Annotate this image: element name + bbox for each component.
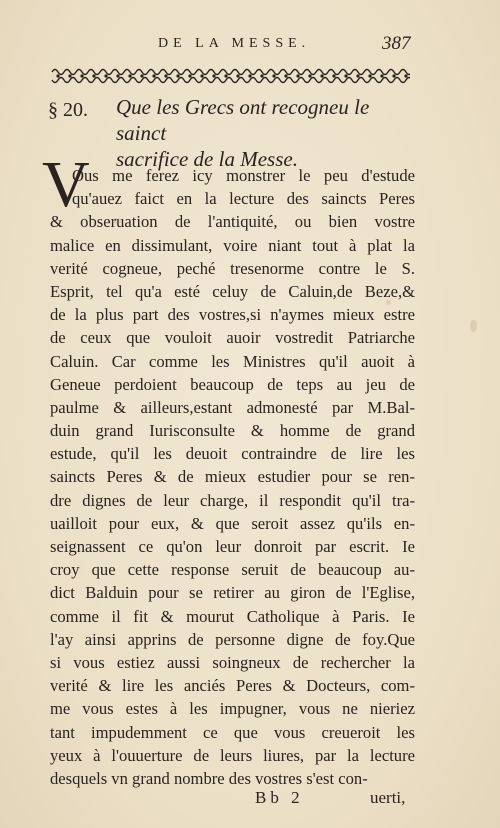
ornament-curl xyxy=(304,70,316,75)
text-line: croy que cette response seruit de beaucoup au- xyxy=(50,560,415,580)
ornament-curl xyxy=(124,70,136,75)
ornament-dot xyxy=(104,74,107,77)
ornament-dot xyxy=(392,74,395,77)
text-line: paulme & ailleurs,estant admonesté par M.Bal- xyxy=(50,397,415,417)
ornament-curl xyxy=(244,78,256,83)
ornamental-border xyxy=(48,66,410,86)
text-line: me vous estes à les impugner, vous ne nieriez xyxy=(50,699,415,719)
text-line: duin grand Iurisconsulte & homme de grand xyxy=(50,421,415,441)
ornament-curl xyxy=(52,78,64,83)
ornament-curl xyxy=(184,78,196,83)
ornament-curl xyxy=(400,70,410,75)
ornament-dot xyxy=(212,74,215,77)
section-title-line: sacrifice de la Messe. xyxy=(116,147,298,171)
text-line: dre dignes de leur charge, il respondit qu'il tra- xyxy=(50,490,415,510)
text-line: tant impudemment ce que vous creueroit les xyxy=(50,722,415,742)
text-line: desquels vn grand nombre des vostres s'est con- xyxy=(50,768,368,788)
text-line: Ous me ferez icy monstrer le peu d'estude xyxy=(72,166,415,185)
text-line: verité & lire les anciés Peres & Docteurs, com- xyxy=(50,676,415,696)
ornament-curl xyxy=(304,78,316,83)
ornament-dot xyxy=(188,74,191,77)
ornament-curl xyxy=(220,70,232,75)
ornament-curl xyxy=(328,78,340,83)
ornament-dot xyxy=(56,74,59,77)
ornament-curl xyxy=(148,78,160,83)
ornament-dot xyxy=(284,74,287,77)
ornament-curl xyxy=(184,70,196,75)
ornament-dot xyxy=(320,74,323,77)
text-line: si vous estiez aussi soingneux de rechercher la xyxy=(50,652,415,672)
ornament-curl xyxy=(376,70,388,75)
running-header: DE LA MESSE. xyxy=(158,36,311,51)
text-line: comme il fit & mourut Catholique à Paris. Ie xyxy=(50,606,415,626)
ornament-dot xyxy=(140,74,143,77)
ornament-curl xyxy=(136,70,148,75)
ornament-curl xyxy=(292,78,304,83)
ornament-curl xyxy=(340,78,352,83)
ornament-dot xyxy=(200,74,203,77)
paper-stain xyxy=(112,218,122,224)
text-line: & obseruation de l'antiquité, ou bien vostre xyxy=(50,212,415,232)
ornament-curl xyxy=(172,78,184,83)
ornament-curl xyxy=(64,70,76,75)
ornament-curl xyxy=(292,70,304,75)
text-line: dict Balduin pour se retirer au giron de l'Eglise, xyxy=(50,583,415,603)
ornament-dot xyxy=(176,74,179,77)
ornament-dot xyxy=(68,74,71,77)
drop-cap-initial: V xyxy=(42,148,90,221)
ornament-dot xyxy=(380,74,383,77)
ornament-dot xyxy=(344,74,347,77)
ornament-curl xyxy=(244,70,256,75)
ornament-curl xyxy=(196,78,208,83)
ornament-dot xyxy=(272,74,275,77)
ornament-curl xyxy=(364,70,376,75)
ornament-curl xyxy=(232,70,244,75)
ornament-curl xyxy=(64,78,76,83)
ornament-dot xyxy=(92,74,95,77)
text-line: Esprit, tel qu'a esté celuy de Caluin,de Beze,& xyxy=(50,281,415,301)
paper-stain xyxy=(470,320,477,332)
section-number: § 20. xyxy=(48,99,88,121)
text-line: saincts Peres & de mieux estudier pour se ren- xyxy=(50,467,415,487)
ornament-curl xyxy=(256,70,268,75)
ornament-curl xyxy=(52,70,64,75)
text-line: qu'auez faict en la lecture des saincts Peres xyxy=(72,189,415,209)
ornament-dot xyxy=(152,74,155,77)
ornament-curl xyxy=(196,70,208,75)
catchword: uerti, xyxy=(370,788,406,807)
text-line: de ceux que vouloit auoir vostredit Patriarche xyxy=(50,328,415,348)
ornament-curl xyxy=(172,70,184,75)
paper-stain xyxy=(386,300,391,305)
ornament-curl xyxy=(76,78,88,83)
ornament-curl xyxy=(316,70,328,75)
ornament-curl xyxy=(136,78,148,83)
ornament-dot xyxy=(164,74,167,77)
ornament-curl xyxy=(88,78,100,83)
ornament-curl xyxy=(280,78,292,83)
ornament-curl xyxy=(316,78,328,83)
ornament-curl xyxy=(388,70,400,75)
ornament-curl xyxy=(268,70,280,75)
ornament-dot xyxy=(236,74,239,77)
ornament-dot xyxy=(332,74,335,77)
ornament-curl xyxy=(76,70,88,75)
ornament-curl xyxy=(208,70,220,75)
ornament-curl xyxy=(112,70,124,75)
text-line: estude, qu'il les deuoit contraindre de lire les xyxy=(50,444,415,464)
signature-mark: Bb 2 xyxy=(255,788,304,807)
text-line: Geneue perdoient beaucoup de teps au jeu de xyxy=(50,374,415,394)
ornament-curl xyxy=(88,70,100,75)
ornament-curl xyxy=(124,78,136,83)
ornament-curl xyxy=(352,70,364,75)
section-title-line: Que les Grecs ont recogneu le sainct xyxy=(116,95,370,145)
ornament-curl xyxy=(364,78,376,83)
ornament-curl xyxy=(352,78,364,83)
text-line: verité cogneue, peché tresenorme contre le S. xyxy=(50,258,415,278)
ornament-dot xyxy=(296,74,299,77)
text-line: de la plus part des vostres,si n'aymes mieux estre xyxy=(50,305,415,325)
ornament-dot xyxy=(116,74,119,77)
ornament-curl xyxy=(256,78,268,83)
ornament-dot xyxy=(356,74,359,77)
ornament-dot xyxy=(260,74,263,77)
ornament-dot xyxy=(128,74,131,77)
ornament-curl xyxy=(160,70,172,75)
ornament-curl xyxy=(340,70,352,75)
text-line: l'ay ainsi apprins de personne digne de foy.Que xyxy=(50,629,415,649)
ornament-curl xyxy=(232,78,244,83)
body-text xyxy=(50,164,415,790)
ornament-curl xyxy=(376,78,388,83)
text-line: Caluin. Car comme les Ministres qu'il auoit à xyxy=(50,351,415,371)
ornament-curl xyxy=(400,78,410,83)
text-line: yeux à l'ouuerture de leurs liures, par la lecture xyxy=(50,745,415,765)
section-title xyxy=(116,94,416,172)
ornament-curl xyxy=(208,78,220,83)
ornament-curl xyxy=(100,70,112,75)
ornament-curl xyxy=(160,78,172,83)
ornament-curl xyxy=(100,78,112,83)
ornament-dot xyxy=(80,74,83,77)
ornament-dot xyxy=(404,74,407,77)
text-line: uailloit pour eux, & que seroit assez qu'ils en- xyxy=(50,513,415,533)
ornament-curl xyxy=(280,70,292,75)
page-number: 387 xyxy=(382,33,411,54)
ornament-dot xyxy=(308,74,311,77)
ornament-curl xyxy=(220,78,232,83)
ornament-curl xyxy=(112,78,124,83)
ornament-dot xyxy=(224,74,227,77)
ornament-curl xyxy=(328,70,340,75)
ornament-curl xyxy=(388,78,400,83)
ornament-curl xyxy=(148,70,160,75)
text-line: seignassent ce qu'on leur donroit par escrit. Ie xyxy=(50,537,415,556)
ornament-dot xyxy=(248,74,251,77)
ornament-curl xyxy=(268,78,280,83)
ornament-dot xyxy=(368,74,371,77)
text-line: malice en dissimulant, voire niant tout à plat la xyxy=(50,235,415,255)
